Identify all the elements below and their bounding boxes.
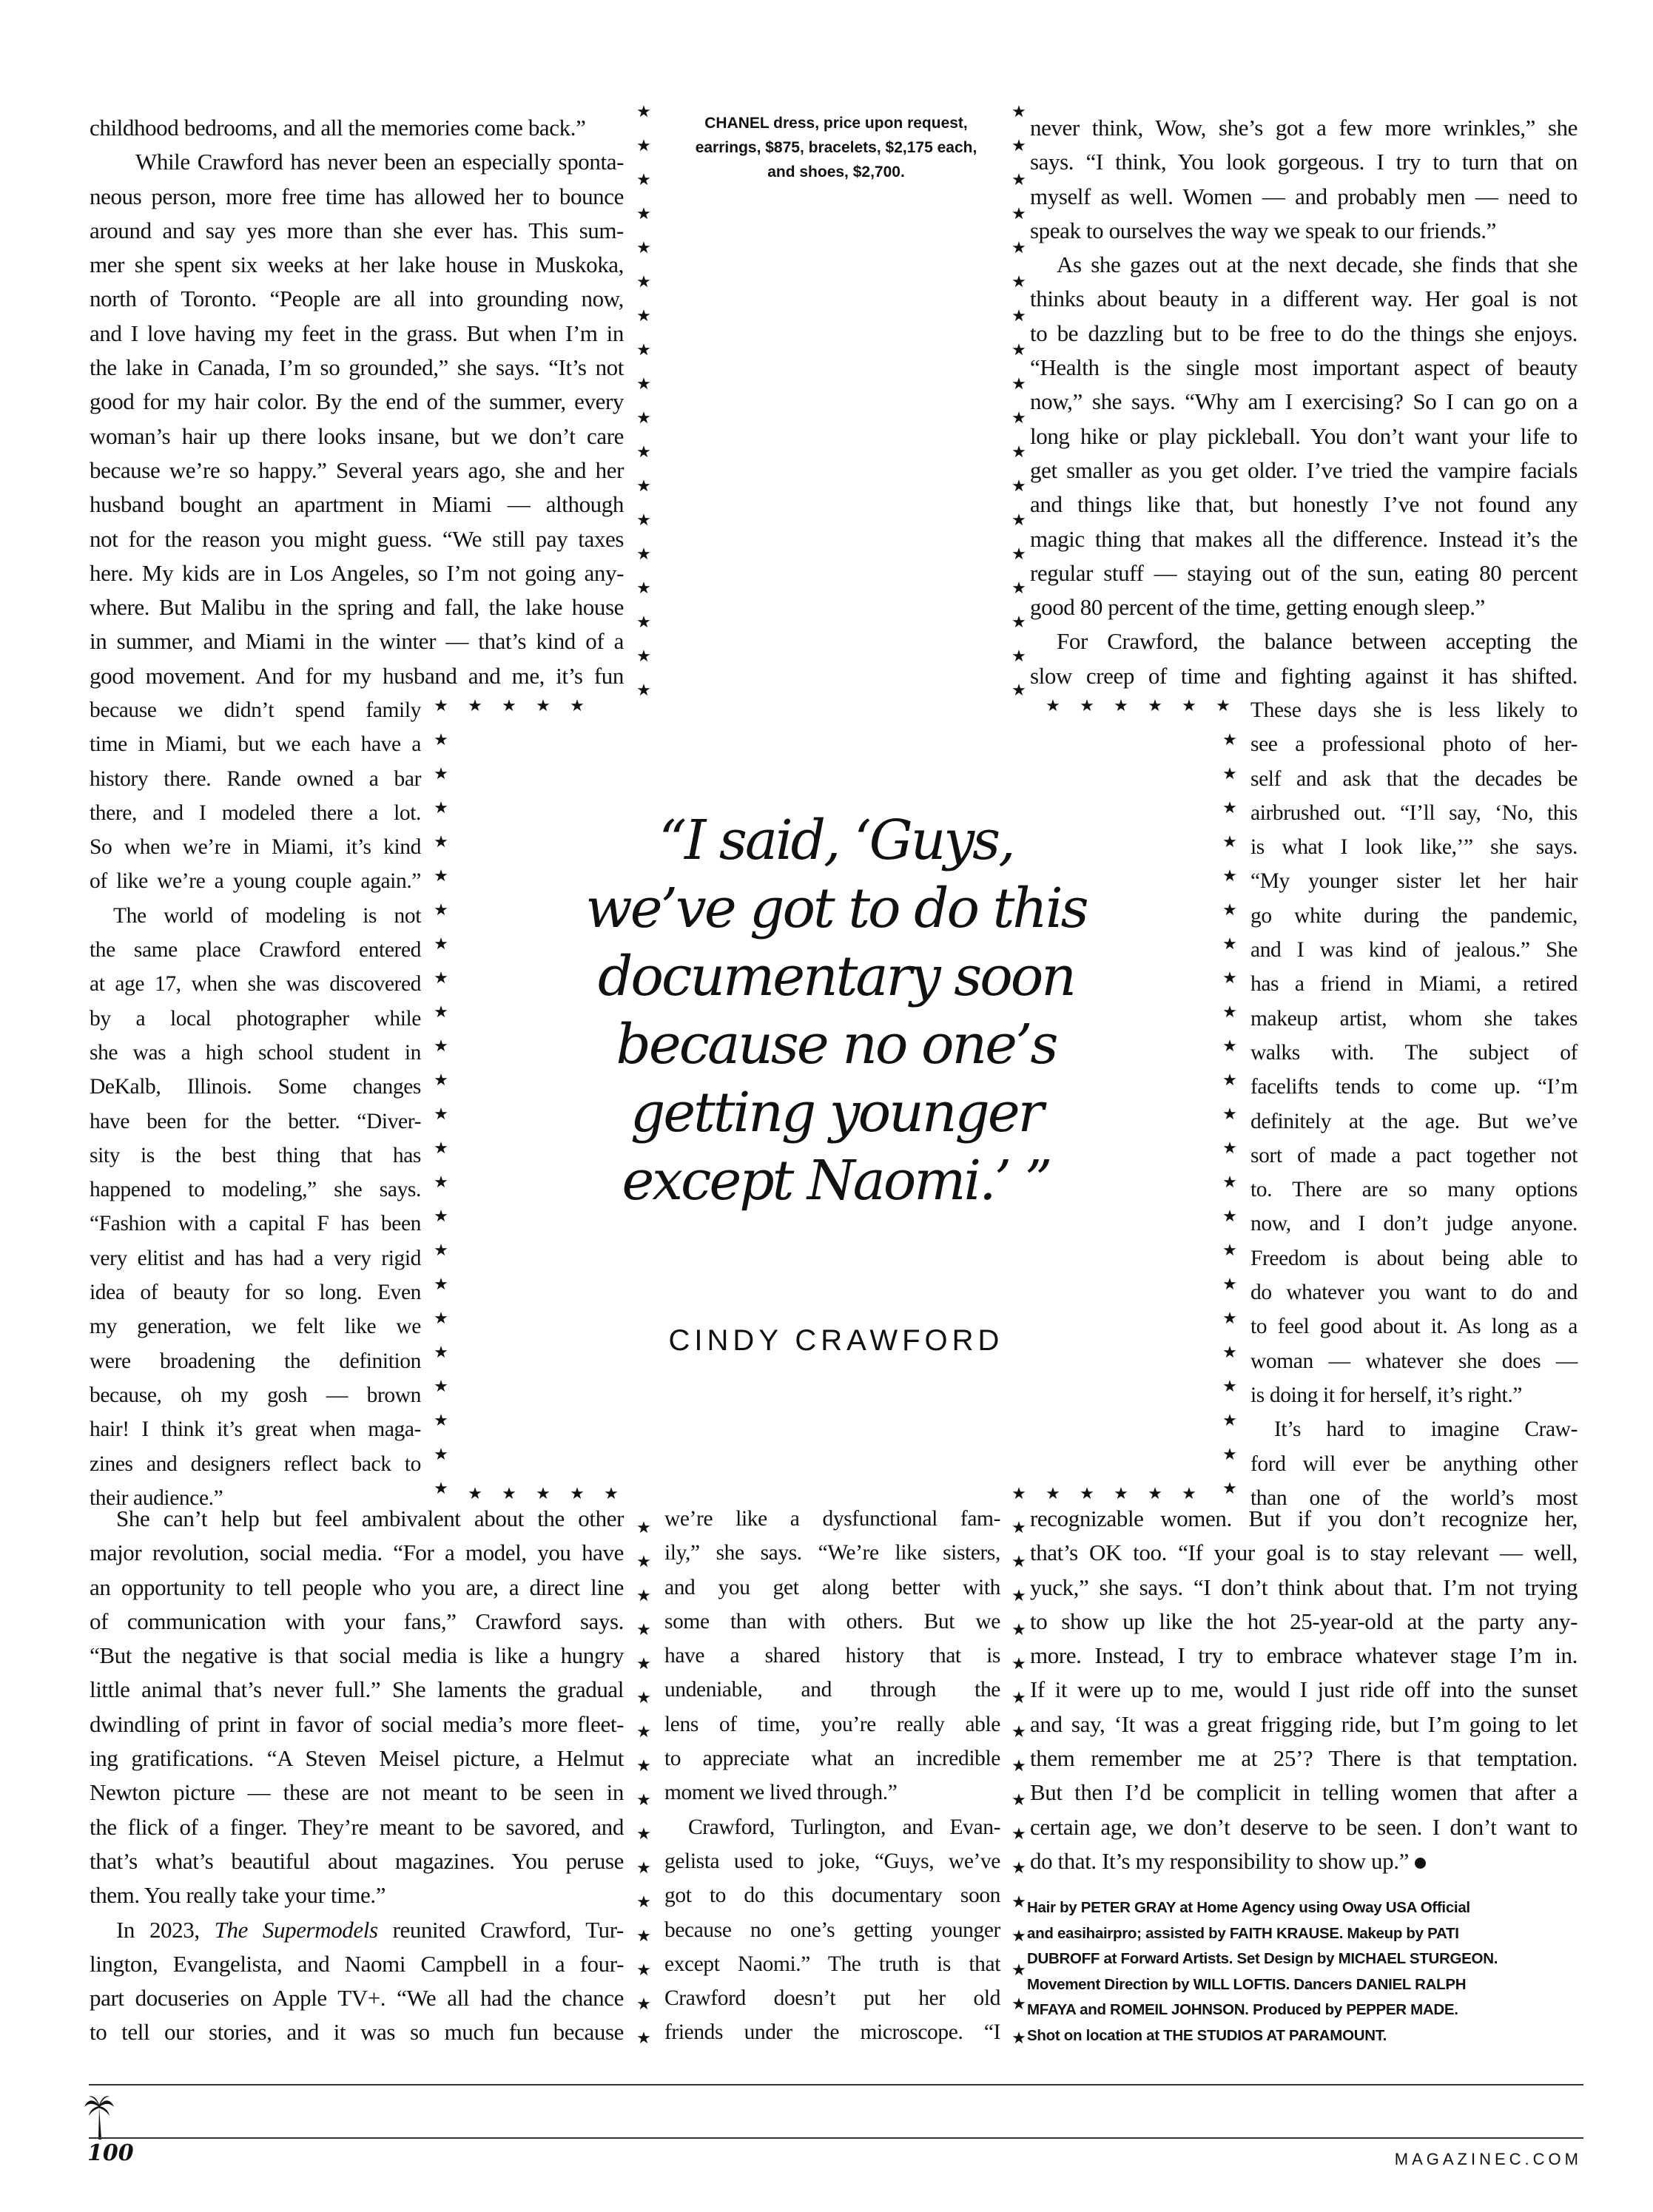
star-icon: ★ [636,1519,651,1537]
column-mid-right [1250,693,1578,1515]
star-icon: ★ [1222,799,1237,817]
text-line: to tell our stories, and it was so much fun because [90,2019,624,2046]
text-line: than one of the world’s most [1250,1486,1578,1510]
text-line: For Crawford, the balance between accepting the [1057,628,1578,655]
star-icon: ★ [1222,1139,1237,1158]
star-icon: ★ [1011,1995,1026,2014]
star-icon: ★ [1011,545,1026,564]
star-icon: ★ [1011,1825,1026,1844]
credit-line: DUBROFF at Forward Artists. Set Design by MICHAEL STURGEON. [1027,1950,1498,1967]
star-icon: ★ [434,833,448,852]
palm-tree-icon [83,2094,115,2139]
pull-quote-line: documentary soon [598,945,1074,1008]
page-number: 100 [87,2140,134,2166]
star-icon: ★ [1222,1105,1237,1124]
column-mid-left [90,693,421,1515]
star-icon: ★ [1011,613,1026,632]
star-icon: ★ [1011,137,1026,155]
star-icon: ★ [636,1723,651,1741]
text-line: not for the reason you might guess. “We still pay taxes [90,525,624,552]
star-icon: ★ [1046,1485,1060,1503]
text-line: and things like that, but honestly I’ve not found any [1030,491,1578,518]
text-line: some than with others. But we [664,1609,1000,1633]
text-line: to be dazzling but to be free to do the things she enjoys. [1030,320,1578,346]
text-line: sort of made a pact together not [1250,1143,1578,1167]
star-icon: ★ [1011,647,1026,666]
text-line: magic thing that makes all the difference. Instead it’s the [1030,525,1578,552]
text-fragment: reunited Crawford, Tur- [392,1916,624,1943]
star-icon: ★ [1222,1241,1237,1260]
star-icon: ★ [604,1485,619,1503]
star-icon: ★ [636,1791,651,1810]
star-icon: ★ [636,273,651,291]
text-line: “Fashion with a capital F has been [90,1212,421,1236]
show-title: The Supermodels [214,1916,378,1943]
star-icon: ★ [1222,969,1237,988]
text-line: is what I look like,’” she says. [1250,835,1578,860]
star-icon: ★ [434,1480,448,1498]
text-line: zines and designers reflect back to [90,1451,421,1476]
text-line: happened to modeling,” she says. [90,1178,421,1202]
text-line: thinks about beauty in a different way. Her goal is not [1030,286,1578,312]
text-line: self and ask that the decades be [1250,766,1578,791]
star-icon: ★ [1011,1485,1026,1503]
text-line: were broadening the definition [90,1349,421,1373]
star-icon: ★ [1011,443,1026,462]
text-line: She can’t help but feel ambivalent about the other [116,1505,624,1531]
star-icon: ★ [636,545,651,564]
star-icon: ★ [1011,307,1026,326]
star-icon: ★ [636,1757,651,1776]
star-icon: ★ [1080,697,1094,715]
star-icon: ★ [1011,1723,1026,1741]
star-icon: ★ [1011,1689,1026,1707]
text-fragment: In 2023, [116,1916,200,1943]
text-line: As she gazes out at the next decade, she finds that she [1057,252,1578,278]
star-icon: ★ [1011,477,1026,496]
star-icon: ★ [1011,511,1026,530]
star-icon: ★ [502,697,516,715]
star-icon: ★ [434,1412,448,1430]
star-icon: ★ [1011,1553,1026,1571]
star-icon: ★ [434,1037,448,1056]
star-icon: ★ [1011,681,1026,700]
text-line: undeniable, and through the [664,1678,1000,1702]
text-line: and I love having my feet in the grass. But when I’m in [90,320,624,346]
text-line: never think, Wow, she’s got a few more wrinkles,” she [1030,115,1578,141]
star-icon: ★ [536,1485,551,1503]
star-icon: ★ [636,1587,651,1605]
photo-credits [1027,1895,1589,2049]
text-line: walks with. The subject of [1250,1040,1578,1065]
text-line: my generation, we felt like we [90,1315,421,1339]
text-line: at age 17, when she was discovered [90,972,421,997]
star-icon: ★ [1011,1791,1026,1810]
text-line: Crawford, Turlington, and Evan- [688,1815,1000,1839]
star-icon: ★ [636,1825,651,1844]
text-line: DeKalb, Illinois. Some changes [90,1075,421,1099]
star-icon: ★ [434,935,448,954]
text-line: has a friend in Miami, a retired [1250,972,1578,997]
text-fragment: do that. It’s my responsibility to show up.” [1030,1847,1409,1874]
star-icon: ★ [1011,1927,1026,1946]
text-line: we’re like a dysfunctional fam- [664,1507,1000,1531]
star-icon: ★ [636,1655,651,1673]
credit-line: Shot on location at THE STUDIOS AT PARAMOUNT. [1027,2026,1387,2044]
text-line: If it were up to me, would I just ride off into the sunset [1030,1676,1578,1703]
star-icon: ★ [1011,239,1026,257]
star-icon: ★ [502,1485,516,1503]
text-line: an opportunity to tell people who you are, a direct line [90,1574,624,1600]
star-icon: ★ [1011,1621,1026,1639]
star-icon: ★ [1011,1961,1026,1980]
column-top-right [1030,111,1578,693]
text-line: time in Miami, but we each have a [90,732,421,757]
credit-line: and easihairpro; assisted by FAITH KRAUSE. Makeup by PATI [1027,1924,1459,1942]
text-line: that’s what’s beautiful about magazines. You peruse [90,1847,624,1874]
star-icon: ★ [636,1859,651,1878]
text-line: So when we’re in Miami, it’s kind [90,835,421,860]
star-icon: ★ [1222,1446,1237,1464]
text-line: certain age, we don’t deserve to be seen. I don’t want to [1030,1813,1578,1840]
pull-quote [562,806,1110,1215]
star-icon: ★ [636,477,651,496]
text-line: part docuseries on Apple TV+. “We all had the chance [90,1985,624,2012]
star-icon: ★ [1222,1378,1237,1396]
text-line: because we’re so happy.” Several years ago, she and her [90,456,624,483]
star-icon: ★ [1222,1412,1237,1430]
text-line: their audience.” [90,1486,223,1510]
text-line: yuck,” she says. “I don’t think about that. I’m not trying [1030,1574,1578,1600]
star-icon: ★ [1011,1893,1026,1912]
text-line: and say, ‘It was a great frigging ride, but I’m going to let [1030,1710,1578,1737]
star-icon: ★ [434,799,448,817]
text-line: “My younger sister let her hair [1250,869,1578,894]
text-line: and I was kind of jealous.” She [1250,938,1578,962]
text-line: childhood bedrooms, and all the memories come back.” [90,115,586,141]
text-line: long hike or play pickleball. You don’t want your life to [1030,422,1578,449]
star-icon: ★ [1148,1485,1162,1503]
star-icon: ★ [1222,935,1237,954]
text-line: good for my hair color. By the end of the summer, every [90,388,624,415]
star-icon: ★ [1011,273,1026,291]
star-icon: ★ [1222,1071,1237,1090]
photo-caption [659,111,1014,184]
text-line: recognizable women. But if you don’t recognize her, [1030,1505,1578,1531]
star-icon: ★ [1222,1480,1237,1498]
footer-rule-bottom [89,2137,1583,2139]
pull-quote-line: except Naomi.’ ” [622,1149,1051,1213]
text-line: facelifts tends to come up. “I’m [1250,1075,1578,1099]
star-icon: ★ [636,1621,651,1639]
text-line: have been for the better. “Diver- [90,1109,421,1133]
star-icon: ★ [434,1139,448,1158]
star-icon: ★ [434,1173,448,1192]
star-icon: ★ [1011,1587,1026,1605]
star-icon: ★ [636,103,651,121]
star-icon: ★ [636,1553,651,1571]
pull-quote-attribution: CINDY CRAWFORD [668,1324,1004,1357]
text-line: The world of modeling is not [113,903,421,928]
star-icon: ★ [434,969,448,988]
star-icon: ★ [636,1927,651,1946]
text-line: idea of beauty for so long. Even [90,1281,421,1305]
text-line: regular stuff — staying out of the sun, eating 80 percent [1030,559,1578,586]
text-line: very elitist and has had a very rigid [90,1246,421,1270]
caption-line: earrings, $875, bracelets, $2,175 each, [695,139,977,156]
star-icon: ★ [434,867,448,886]
text-line: the flick of a finger. They’re meant to be savored, and [90,1813,624,1840]
text-line [90,1913,624,1947]
star-icon: ★ [570,1485,585,1503]
star-icon: ★ [1222,1309,1237,1328]
text-line: where. But Malibu in the spring and fall, the lake house [90,594,624,621]
star-icon: ★ [468,1485,482,1503]
star-icon: ★ [1011,103,1026,121]
star-icon: ★ [636,2029,651,2048]
text-line: more. Instead, I try to embrace whatever stage I’m in. [1030,1642,1578,1669]
star-icon: ★ [1222,1003,1237,1022]
text-line: gelista used to joke, “Guys, we’ve [664,1849,1000,1873]
text-line: speak to ourselves the way we speak to our friends.” [1030,217,1497,243]
star-icon: ★ [1216,697,1231,715]
star-icon: ★ [636,375,651,394]
star-icon: ★ [434,1003,448,1022]
star-icon: ★ [1222,731,1237,749]
star-icon: ★ [1011,1519,1026,1537]
text-line: to. There are so many options [1250,1178,1578,1202]
star-icon: ★ [636,511,651,530]
text-line: lens of time, you’re really able [664,1712,1000,1736]
text-line: go white during the pandemic, [1250,903,1578,928]
star-icon: ★ [636,307,651,326]
text-line: now, and I don’t judge anyone. [1250,1212,1578,1236]
text-line: hair! I think it’s great when maga- [90,1417,421,1442]
star-icon: ★ [636,1995,651,2014]
pull-quote-line: because no one’s [616,1013,1057,1076]
text-line: woman’s hair up there looks insane, but we don’t care [90,422,624,449]
text-line: friends under the microscope. “I [664,2020,1000,2045]
text-line: got to do this documentary soon [664,1884,1000,1908]
star-icon: ★ [636,1689,651,1707]
star-icon: ★ [1222,1275,1237,1294]
text-line: she was a high school student in [90,1040,421,1065]
star-icon: ★ [636,137,651,155]
text-line: because we didn’t spend family [90,698,421,722]
text-line: there, and I modeled there a lot. [90,800,421,825]
star-icon: ★ [1222,1173,1237,1192]
text-line: the same place Crawford entered [90,938,421,962]
star-icon: ★ [636,341,651,360]
text-line: These days she is less likely to [1250,698,1578,722]
text-line: good 80 percent of the time, getting enough sleep.” [1030,594,1485,621]
text-line: them remember me at 25’? There is that temptation. [1030,1745,1578,1772]
star-icon: ★ [1080,1485,1094,1503]
text-line: now,” she says. “Why am I exercising? So I can go on a [1030,388,1578,415]
text-line: because no one’s getting younger [664,1918,1000,1942]
star-icon: ★ [434,1275,448,1294]
star-icon: ★ [636,613,651,632]
star-icon: ★ [1011,409,1026,428]
star-icon: ★ [434,1241,448,1260]
star-icon: ★ [1011,171,1026,189]
star-icon: ★ [1182,697,1196,715]
star-icon: ★ [1222,1207,1237,1226]
text-line: myself as well. Women — and probably men — need to [1030,183,1578,209]
star-icon: ★ [1222,1343,1237,1362]
star-icon: ★ [1011,1757,1026,1776]
end-mark-icon [1415,1858,1426,1869]
star-icon: ★ [1182,1485,1196,1503]
star-icon: ★ [1011,1655,1026,1673]
pull-quote-line: we’ve got to do this [585,877,1087,940]
text-line: Freedom is about being able to [1250,1246,1578,1270]
text-line: history there. Rande owned a bar [90,766,421,791]
text-line: in summer, and Miami in the winter — that’s kind of a [90,628,624,655]
text-line: is doing it for herself, it’s right.” [1250,1383,1523,1407]
star-icon: ★ [1148,697,1162,715]
text-line: here. My kids are in Los Angeles, so I’m not going any- [90,559,624,586]
text-line: do whatever you want to do and [1250,1281,1578,1305]
text-line: because, oh my gosh — brown [90,1383,421,1407]
text-line: them. You really take your time.” [90,1882,386,1909]
text-line: to appreciate what an incredible [664,1747,1000,1771]
star-icon: ★ [1011,375,1026,394]
star-icon: ★ [536,697,551,715]
star-icon: ★ [636,1961,651,1980]
text-line: to show up like the hot 25-year-old at the party any- [1030,1608,1578,1634]
star-icon: ★ [636,409,651,428]
text-line: see a professional photo of her- [1250,732,1578,757]
star-icon: ★ [434,731,448,749]
star-icon: ★ [1011,1859,1026,1878]
text-line: husband bought an apartment in Miami — although [90,491,624,518]
star-icon: ★ [434,1071,448,1090]
credit-line: Hair by PETER GRAY at Home Agency using Oway USA Official [1027,1899,1470,1916]
star-icon: ★ [636,443,651,462]
text-line: of like we’re a young couple again.” [90,869,421,894]
column-bottom-middle [664,1502,1000,2050]
star-icon: ★ [636,205,651,223]
text-line: to feel good about it. As long as a [1250,1315,1578,1339]
text-line: the lake in Canada, I’m so grounded,” she says. “It’s not [90,354,624,381]
text-line: slow creep of time and fighting against it has shifted. [1030,662,1578,689]
text-line: that’s OK too. “If your goal is to stay relevant — well, [1030,1540,1578,1566]
text-line: Newton picture — these are not meant to be seen in [90,1779,624,1806]
text-line: ily,” she says. “We’re like sisters, [664,1541,1000,1565]
star-icon: ★ [434,1309,448,1328]
star-icon: ★ [1011,2029,1026,2048]
star-icon: ★ [434,1207,448,1226]
star-icon: ★ [636,647,651,666]
credit-line: MFAYA and ROMEIL JOHNSON. Produced by PEPPER MADE. [1027,2001,1458,2018]
text-line: “Health is the single most important aspect of beauty [1030,354,1578,381]
star-icon: ★ [1114,697,1128,715]
star-icon: ★ [468,697,482,715]
star-icon: ★ [1222,901,1237,920]
pull-quote-line: getting younger [630,1081,1043,1144]
text-line: But then I’d be complicit in telling women that after a [1030,1779,1578,1806]
text-line: says. “I think, You look gorgeous. I try to turn that on [1030,149,1578,175]
star-icon: ★ [636,579,651,598]
star-icon: ★ [434,765,448,783]
text-line: have a shared history that is [664,1644,1000,1668]
text-line: sity is the best thing that has [90,1143,421,1167]
text-line: little animal that’s never full.” She laments the gradual [90,1676,624,1703]
site-url: MAGAZINEC.COM [1394,2150,1582,2168]
star-icon: ★ [434,1105,448,1124]
column-bottom-right [1030,1502,1578,1878]
star-icon: ★ [434,697,448,715]
text-line: around and say yes more than she ever has. This sum- [90,217,624,243]
star-icon: ★ [1222,1037,1237,1056]
text-line: neous person, more free time has allowed her to bounce [90,183,624,209]
text-line: of communication with your fans,” Crawford says. [90,1608,624,1634]
text-line: except Naomi.” The truth is that [664,1952,1000,1976]
star-icon: ★ [636,171,651,189]
star-icon: ★ [1222,867,1237,886]
footer-rule-top [89,2084,1583,2085]
text-line: moment we lived through.” [664,1781,898,1805]
text-line: Crawford doesn’t put her old [664,1986,1000,2011]
caption-line: CHANEL dress, price upon request, [704,115,968,132]
star-icon: ★ [1114,1485,1128,1503]
star-icon: ★ [434,1446,448,1464]
text-line: It’s hard to imagine Craw- [1274,1417,1578,1442]
star-icon: ★ [1046,697,1060,715]
text-line: ing gratifications. “A Steven Meisel picture, a Helmut [90,1745,624,1772]
text-line [1030,1844,1578,1878]
star-icon: ★ [570,697,585,715]
pull-quote-line: “I said, ‘Guys, [659,809,1014,872]
text-line: makeup artist, whom she takes [1250,1006,1578,1031]
text-line: lington, Evangelista, and Naomi Campbell in a four- [90,1950,624,1977]
credit-line: Movement Direction by WILL LOFTIS. Dancers DANIEL RALPH [1027,1975,1467,1993]
star-icon: ★ [1011,579,1026,598]
text-line: ford will ever be anything other [1250,1451,1578,1476]
text-line: mer she spent six weeks at her lake house in Muskoka, [90,252,624,278]
text-line: major revolution, social media. “For a model, you have [90,1540,624,1566]
star-icon: ★ [434,1343,448,1362]
text-line: dwindling of print in favor of social media’s more fleet- [90,1710,624,1737]
text-line: airbrushed out. “I’ll say, ‘No, this [1250,800,1578,825]
star-icon: ★ [1011,341,1026,360]
star-icon: ★ [636,681,651,700]
text-line: get smaller as you get older. I’ve tried the vampire facials [1030,456,1578,483]
text-line: While Crawford has never been an especially sponta- [135,149,624,175]
star-icon: ★ [636,239,651,257]
star-icon: ★ [434,1378,448,1396]
star-icon: ★ [1222,833,1237,852]
star-icon: ★ [1222,765,1237,783]
text-line: good movement. And for my husband and me, it’s fun [90,662,624,689]
text-line: and you get along better with [664,1575,1000,1599]
text-line: “But the negative is that social media is like a hungry [90,1642,624,1669]
text-line: by a local photographer while [90,1006,421,1031]
star-icon: ★ [1011,205,1026,223]
column-bottom-left [90,1502,624,2050]
text-line: north of Toronto. “People are all into grounding now, [90,286,624,312]
text-line: woman — whatever she does — [1250,1349,1578,1373]
column-top-left [90,111,624,693]
caption-line: and shoes, $2,700. [767,163,905,181]
star-icon: ★ [636,1893,651,1912]
text-line: definitely at the age. But we’ve [1250,1109,1578,1133]
star-icon: ★ [434,901,448,920]
